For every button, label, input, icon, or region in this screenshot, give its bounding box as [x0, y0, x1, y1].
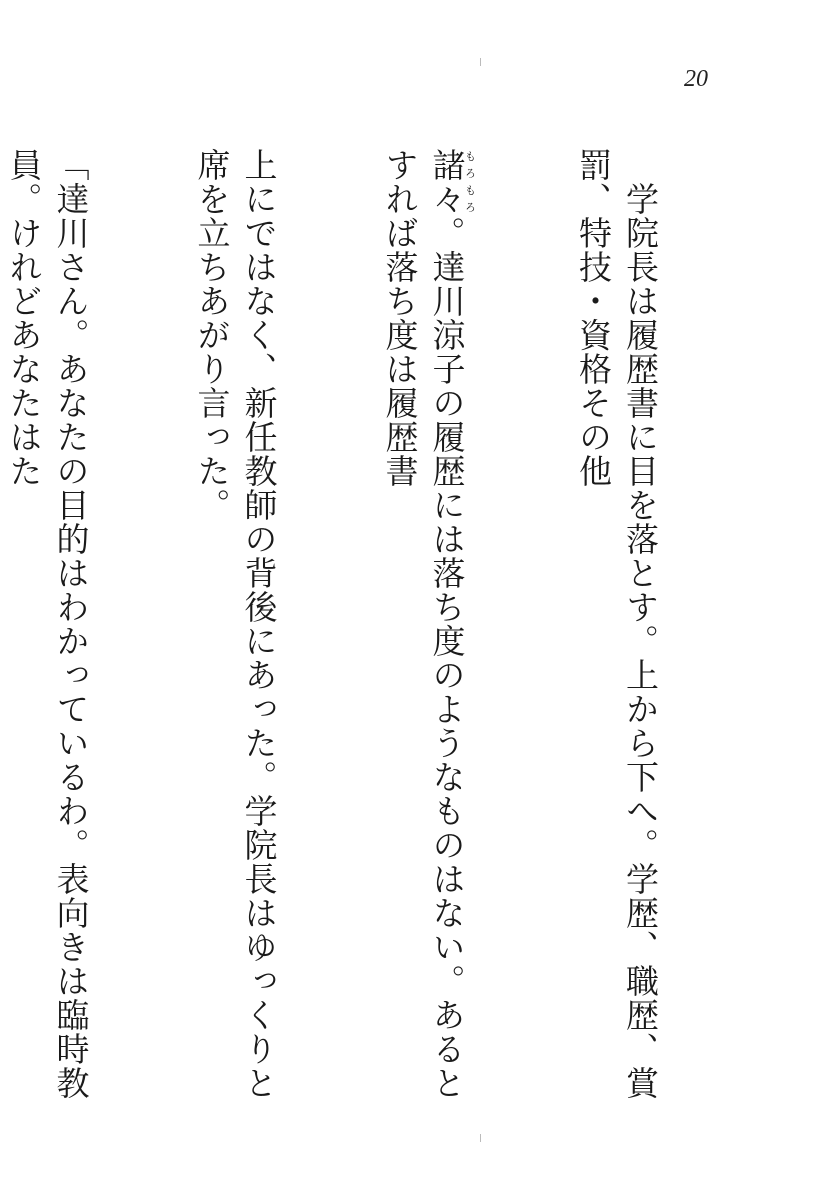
page-number: 20 — [684, 66, 708, 92]
text-line: 学院長は履歴書に目を落とす。上から下へ。学歴、職歴、賞罰、特技・資格その他 — [574, 148, 660, 1100]
gutter-mark-bottom — [480, 1134, 481, 1142]
text-line: 「達川さん。あなたの目的はわかっているわ。表向きは臨時教員。けれどあなたはた — [4, 148, 91, 1100]
text-line: 上にではなく、新任教師の背後にあった。学院長はゆっくりと席を立ちあがり言った。 — [192, 148, 279, 1100]
gutter-mark-top — [480, 58, 481, 66]
vertical-text-body — [0, 148, 758, 1123]
text-line: 諸々もろもろ。達川涼子の履歴には落ち度のようなものはない。あるとすれば落ち度は履歴書 — [380, 148, 477, 1100]
furigana: もろもろ — [463, 148, 477, 216]
ruby-word: 諸々もろもろ — [427, 148, 477, 216]
